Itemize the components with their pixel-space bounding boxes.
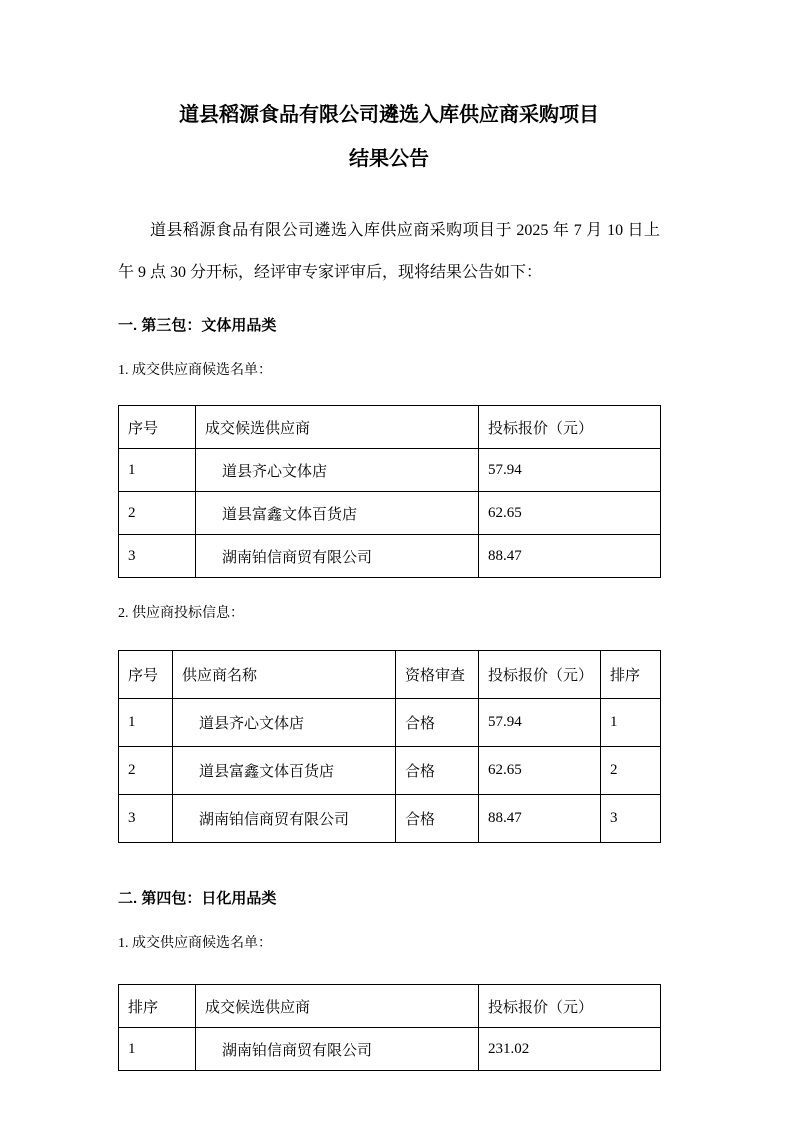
column-header-price: 投标报价（元）	[479, 406, 661, 449]
column-header-qualification: 资格审查	[396, 651, 479, 699]
section1-sub1-label: 1. 成交供应商候选名单：	[118, 363, 272, 378]
section1-heading: 一. 第三包：文体用品类	[118, 317, 277, 334]
column-header-no: 序号	[119, 651, 173, 699]
cell-price: 88.47	[479, 795, 601, 843]
candidate-suppliers-table-package3	[118, 405, 661, 578]
cell-qualification: 合格	[396, 699, 479, 747]
table-row	[119, 1028, 661, 1071]
cell-price: 62.65	[479, 747, 601, 795]
cell-no: 3	[119, 535, 196, 578]
table-row	[119, 699, 661, 747]
column-header-rank: 排序	[601, 651, 661, 699]
column-header-price: 投标报价（元）	[479, 985, 661, 1028]
cell-qualification: 合格	[396, 747, 479, 795]
cell-rank: 3	[601, 795, 661, 843]
cell-price: 231.02	[479, 1028, 661, 1071]
table-header-row	[119, 985, 661, 1028]
table-row	[119, 747, 661, 795]
document-title-line2: 结果公告	[349, 148, 429, 170]
table-row	[119, 492, 661, 535]
section2-heading: 二. 第四包：日化用品类	[118, 890, 277, 907]
table-header-row	[119, 651, 661, 699]
column-header-rank: 排序	[119, 985, 196, 1028]
cell-rank: 1	[119, 1028, 196, 1071]
column-header-price: 投标报价（元）	[479, 651, 601, 699]
cell-supplier: 湖南铂信商贸有限公司	[173, 795, 396, 843]
section2-sub1-label: 1. 成交供应商候选名单：	[118, 936, 272, 951]
cell-supplier: 道县富鑫文体百货店	[196, 492, 479, 535]
bid-info-table-package3	[118, 650, 661, 843]
cell-supplier: 道县富鑫文体百货店	[173, 747, 396, 795]
intro-paragraph: 道县稻源食品有限公司遴选入库供应商采购项目于 2025 年 7 月 10 日上午 9 点 30 分开标，经评审专家评审后，现将结果公告如下：	[118, 222, 660, 281]
cell-qualification: 合格	[396, 795, 479, 843]
cell-price: 57.94	[479, 699, 601, 747]
candidate-suppliers-table-package4	[118, 984, 661, 1071]
section1-sub2-label: 2. 供应商投标信息：	[118, 606, 244, 621]
cell-no: 3	[119, 795, 173, 843]
cell-rank: 1	[601, 699, 661, 747]
column-header-no: 序号	[119, 406, 196, 449]
table-row	[119, 449, 661, 492]
cell-supplier: 道县齐心文体店	[173, 699, 396, 747]
cell-supplier: 湖南铂信商贸有限公司	[196, 535, 479, 578]
cell-no: 2	[119, 492, 196, 535]
cell-price: 62.65	[479, 492, 661, 535]
cell-supplier: 湖南铂信商贸有限公司	[196, 1028, 479, 1071]
column-header-supplier: 成交候选供应商	[196, 406, 479, 449]
cell-rank: 2	[601, 747, 661, 795]
cell-supplier: 道县齐心文体店	[196, 449, 479, 492]
cell-no: 1	[119, 699, 173, 747]
document-title-line1: 道县稻源食品有限公司遴选入库供应商采购项目	[179, 104, 599, 126]
cell-no: 1	[119, 449, 196, 492]
column-header-supplier-name: 供应商名称	[173, 651, 396, 699]
cell-price: 88.47	[479, 535, 661, 578]
cell-price: 57.94	[479, 449, 661, 492]
cell-no: 2	[119, 747, 173, 795]
column-header-supplier: 成交候选供应商	[196, 985, 479, 1028]
table-row	[119, 535, 661, 578]
table-row	[119, 795, 661, 843]
table-header-row	[119, 406, 661, 449]
